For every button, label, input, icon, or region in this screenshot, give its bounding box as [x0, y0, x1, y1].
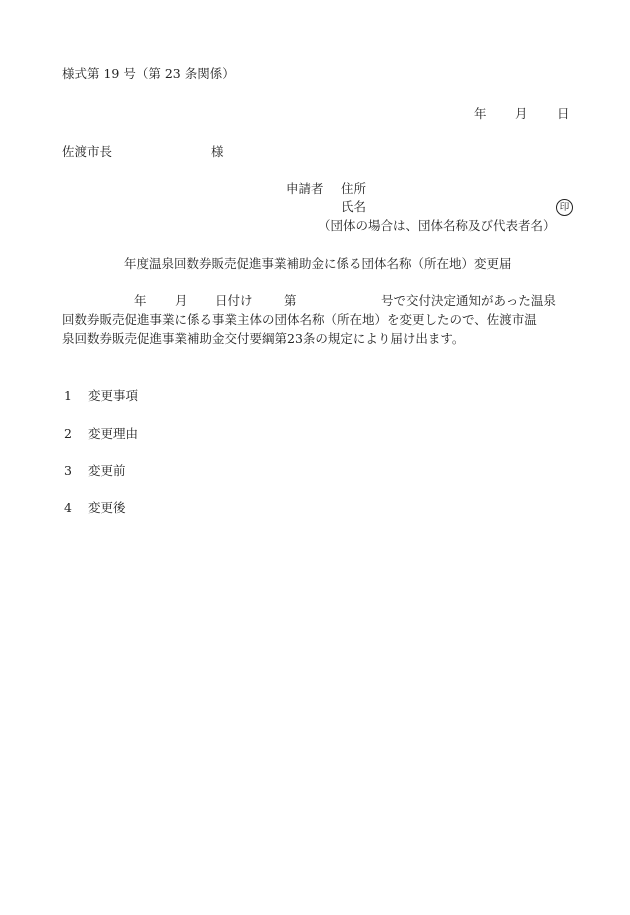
date-year-label: 年 [474, 106, 487, 121]
list-item [64, 500, 126, 516]
list-item [64, 463, 126, 479]
body-number-prefix: 第 [284, 293, 297, 308]
list-item [64, 388, 138, 404]
date-month-label: 月 [515, 106, 528, 121]
date-day-label: 日 [557, 106, 570, 121]
document-title: 年度温泉回数券販売促進事業補助金に係る団体名称（所在地）変更届 [124, 256, 512, 271]
address-label: 住所 [341, 181, 367, 196]
name-label: 氏名 [341, 199, 367, 214]
item-label: 変更理由 [88, 426, 139, 441]
body-month-label: 月 [175, 293, 188, 308]
body-line-2: 回数券販売促進事業に係る事業主体の団体名称（所在地）を変更したので、佐渡市温 [62, 312, 537, 327]
item-label: 変更後 [88, 500, 126, 515]
addressee-honorific: 様 [211, 144, 224, 159]
item-number: 1 [64, 388, 72, 403]
list-item [64, 426, 138, 442]
item-number: 3 [64, 463, 72, 478]
body-date-label: 日付け [215, 293, 253, 308]
body-year-label: 年 [134, 293, 147, 308]
body-line-1-text: 号で交付決定通知があった温泉 [381, 293, 556, 308]
form-number: 様式第 19 号（第 23 条関係） [62, 66, 235, 81]
organization-note: （団体の場合は、団体名称及び代表者名） [318, 218, 556, 233]
item-label: 変更前 [88, 463, 126, 478]
item-number: 2 [64, 426, 72, 441]
seal-mark: 印 [556, 199, 573, 216]
body-line-3: 泉回数券販売促進事業補助金交付要綱第23条の規定により届け出ます。 [62, 331, 465, 346]
item-number: 4 [64, 500, 72, 515]
applicant-label: 申請者 [286, 181, 324, 196]
item-label: 変更事項 [88, 388, 139, 403]
addressee-name: 佐渡市長 [62, 144, 113, 159]
